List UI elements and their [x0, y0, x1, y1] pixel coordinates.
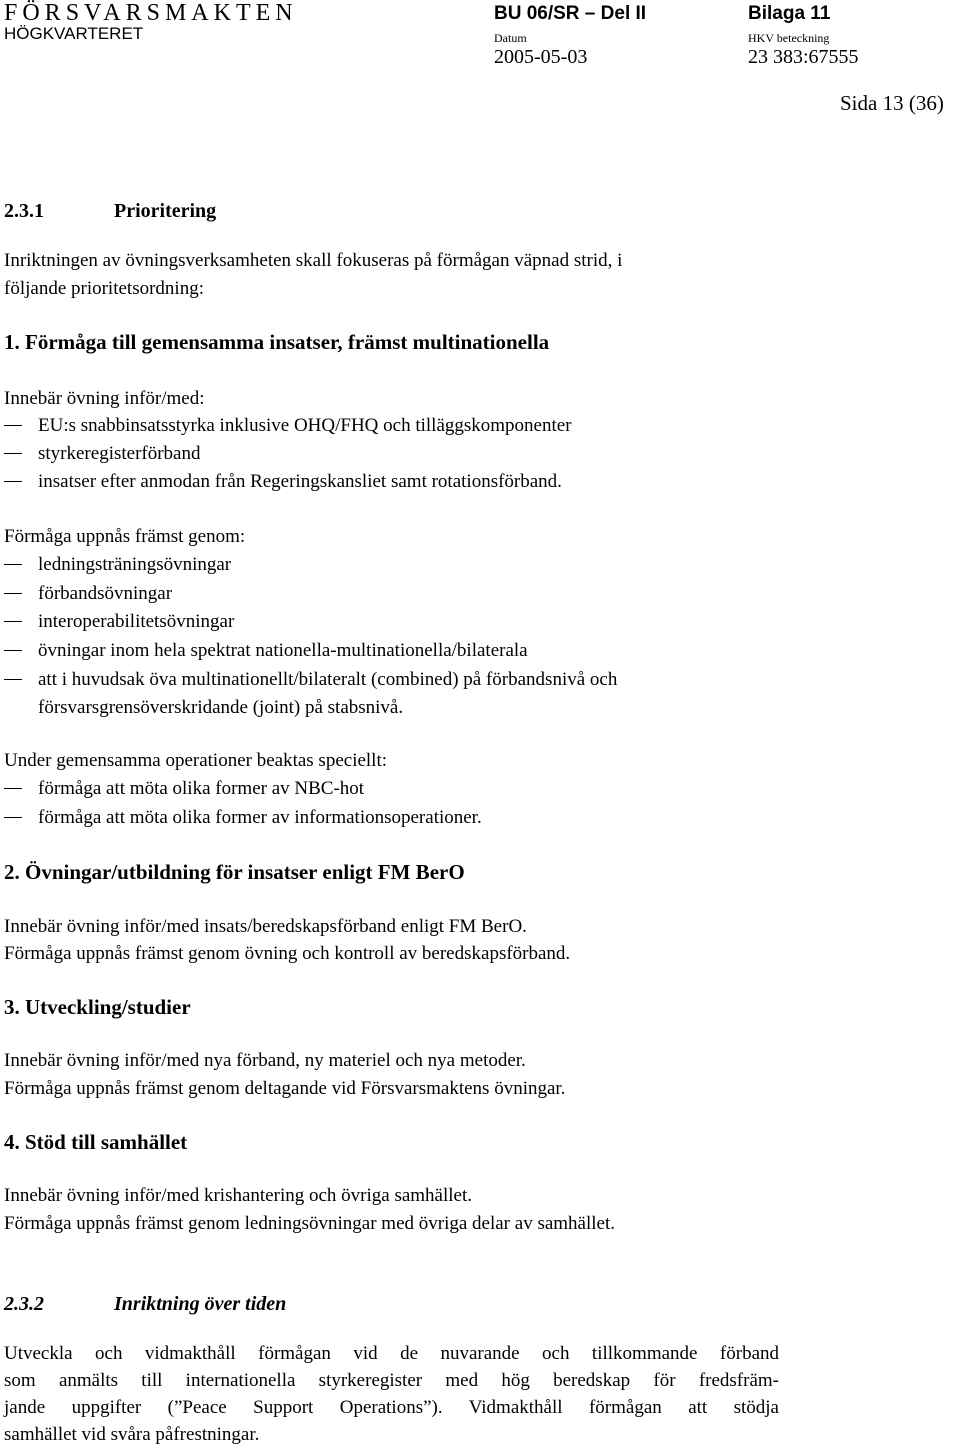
section-title: Inriktning över tiden: [114, 1293, 287, 1315]
includes-label: Innebär övning inför/med:: [4, 388, 205, 409]
list-item: styrkeregisterförband: [4, 440, 201, 468]
list-item: övningar inom hela spektrat nationella-multinationella/bilaterala: [4, 637, 528, 665]
priority-4-heading: 4. Stöd till samhället: [4, 1130, 188, 1154]
paragraph-line: Utveckla och vidmakthåll förmågan vid de nuvarande och tillkommande förband: [4, 1343, 779, 1364]
organization-name: FÖRSVARSMAKTEN: [4, 0, 298, 26]
paragraph-line: Förmåga uppnås främst genom övning och kontroll av beredskapsförband.: [4, 943, 571, 964]
hkv-value: 23 383:67555: [748, 46, 859, 68]
joint-label: Under gemensamma operationer beaktas speciellt:: [4, 750, 388, 771]
list-item: förmåga att möta olika former av NBC-hot: [4, 775, 364, 803]
priority-2-heading: 2. Övningar/utbildning för insatser enligt FM BerO: [4, 860, 465, 884]
list-item: EU:s snabbinsatsstyrka inklusive OHQ/FHQ och tilläggskomponenter: [4, 412, 572, 440]
list-item: interoperabilitetsövningar: [4, 608, 234, 636]
date-label: Datum: [494, 31, 527, 45]
section-number: 2.3.1: [4, 200, 44, 222]
dash-bullet: [4, 817, 22, 818]
list-item: att i huvudsak öva multinationellt/bilateralt (combined) på förbandsnivå och: [4, 666, 617, 694]
dash-bullet: [4, 593, 22, 594]
organization-unit: HÖGKVARTERET: [4, 24, 144, 43]
priority-1-heading: 1. Förmåga till gemensamma insatser, främst multinationella: [4, 330, 550, 354]
dash-bullet: [4, 425, 22, 426]
list-item: ledningsträningsövningar: [4, 551, 231, 579]
dash-bullet: [4, 621, 22, 622]
document-id: BU 06/SR – Del II: [494, 3, 647, 24]
section-number: 2.3.2: [4, 1293, 44, 1315]
paragraph-line: samhället vid svåra påfrestningar.: [4, 1424, 260, 1445]
paragraph-line: Innebär övning inför/med insats/beredskapsförband enligt FM BerO.: [4, 916, 527, 937]
paragraph-line: som anmälts till internationella styrkeregister med hög beredskap för fredsfräm-: [4, 1370, 779, 1391]
paragraph-line: Förmåga uppnås främst genom deltagande vid Försvarsmaktens övningar.: [4, 1078, 566, 1099]
date-value: 2005-05-03: [494, 46, 588, 68]
dash-bullet: [4, 481, 22, 482]
paragraph-line: Innebär övning inför/med nya förband, ny materiel och nya metoder.: [4, 1050, 526, 1071]
paragraph-line: jande uppgifter (”Peace Support Operations”). Vidmakthåll förmågan att stödja: [4, 1397, 779, 1418]
list-item-continuation: försvarsgrensöverskridande (joint) på stabsnivå.: [38, 697, 404, 718]
priority-3-heading: 3. Utveckling/studier: [4, 995, 191, 1019]
appendix-label: Bilaga 11: [748, 3, 831, 24]
list-item: insatser efter anmodan från Regeringskansliet samt rotationsförband.: [4, 468, 562, 496]
list-item: förmåga att möta olika former av informationsoperationer.: [4, 804, 482, 832]
intro-line: Inriktningen av övningsverksamheten skall fokuseras på förmågan väpnad strid, i: [4, 250, 623, 271]
dash-bullet: [4, 453, 22, 454]
list-item: förbandsövningar: [4, 580, 172, 608]
dash-bullet: [4, 650, 22, 651]
dash-bullet: [4, 679, 22, 680]
paragraph-line: Förmåga uppnås främst genom ledningsövningar med övriga delar av samhället.: [4, 1213, 616, 1234]
intro-line: följande prioritetsordning:: [4, 278, 204, 299]
section-heading-2-3-1: [4, 197, 216, 225]
page-number: Sida 13 (36): [840, 91, 944, 115]
section-heading-2-3-2: [4, 1290, 286, 1318]
section-title: Prioritering: [114, 200, 217, 222]
dash-bullet: [4, 564, 22, 565]
achieved-label: Förmåga uppnås främst genom:: [4, 526, 246, 547]
dash-bullet: [4, 788, 22, 789]
paragraph-line: Innebär övning inför/med krishantering och övriga samhället.: [4, 1185, 473, 1206]
hkv-label: HKV beteckning: [748, 31, 830, 45]
